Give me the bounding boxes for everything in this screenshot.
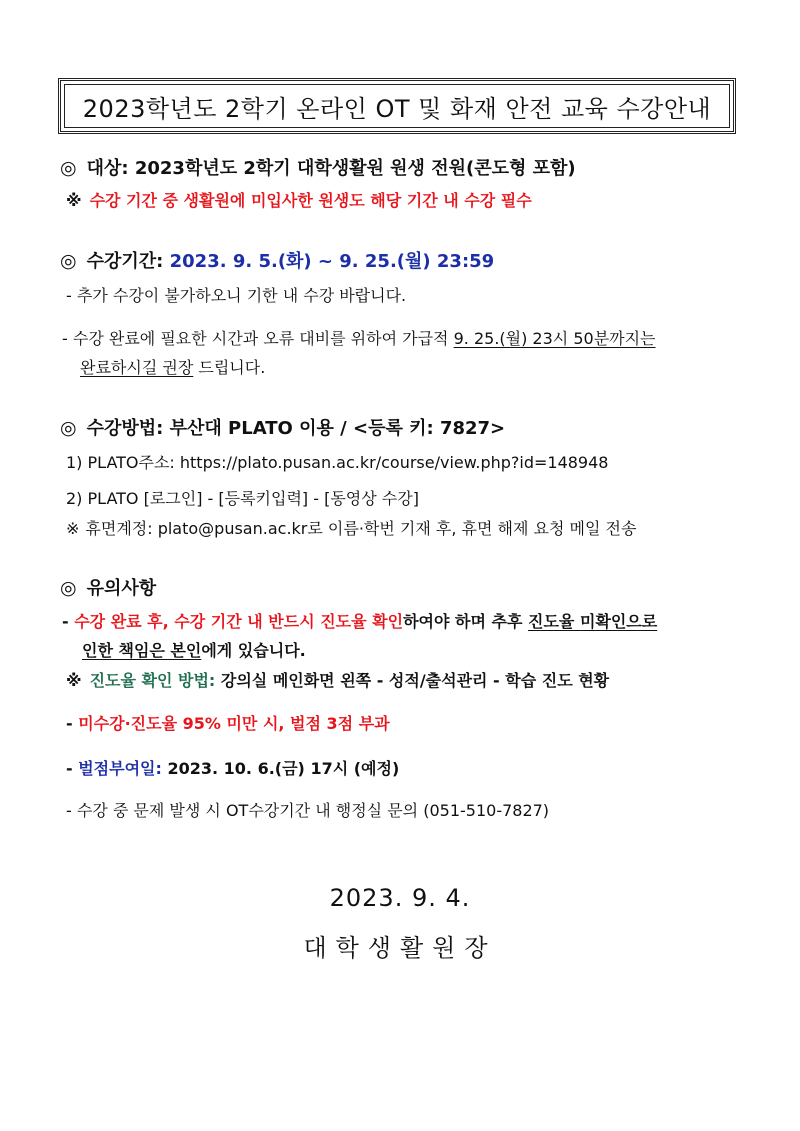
period-recommend-underlined: 완료하시길 권장 bbox=[80, 358, 194, 377]
section-symbol: ◎ bbox=[60, 250, 77, 272]
section-symbol: ◎ bbox=[60, 157, 77, 179]
notes-item1-underlined: 진도율 미확인으로 bbox=[528, 612, 658, 631]
target-note bbox=[66, 188, 532, 211]
period-label: 수강기간: bbox=[86, 251, 164, 272]
method-label: 수강방법: bbox=[86, 418, 164, 439]
signature: 대학생활원장 bbox=[303, 934, 497, 962]
dash: - bbox=[62, 612, 69, 631]
note-symbol: ※ bbox=[66, 671, 82, 690]
section-symbol: ◎ bbox=[60, 577, 77, 599]
section-symbol: ◎ bbox=[60, 417, 77, 439]
target-section bbox=[60, 154, 576, 180]
notes-item1-line2-text: 에게 있습니다. bbox=[201, 641, 306, 660]
note-symbol: ※ bbox=[66, 519, 80, 538]
method-section bbox=[60, 414, 505, 440]
method-dormant bbox=[66, 516, 636, 539]
period-line1-text: 추가 수강이 불가하오니 기한 내 수강 바랍니다. bbox=[76, 286, 407, 305]
period-line2-text: 수강 완료에 필요한 시간과 오류 대비를 위하여 가급적 bbox=[72, 329, 449, 348]
notes-item1 bbox=[62, 609, 742, 632]
dash: - bbox=[62, 329, 68, 348]
period-line3 bbox=[80, 355, 265, 378]
notes-section bbox=[60, 574, 156, 600]
target-note-text: 수강 기간 중 생활원에 미입사한 원생도 해당 기간 내 수강 필수 bbox=[89, 191, 532, 210]
period-deadline-underlined: 9. 25.(월) 23시 50분까지는 bbox=[453, 329, 656, 348]
target-label: 대상: bbox=[86, 158, 129, 179]
method-step2: 2) PLATO [로그인] - [등록키입력] - [동영상 수강] bbox=[66, 489, 419, 508]
notes-item1-red: 수강 완료 후, 수강 기간 내 반드시 진도율 확인 bbox=[74, 612, 404, 631]
method-value: 부산대 PLATO 이용 / <등록 키: 7827> bbox=[169, 418, 506, 439]
period-line2 bbox=[62, 326, 742, 349]
note-symbol: ※ bbox=[66, 191, 82, 210]
notes-penalty-date bbox=[66, 756, 399, 779]
notes-item1-line2-underlined: 인한 책임은 본인 bbox=[82, 641, 202, 660]
period-line1 bbox=[66, 283, 406, 306]
notes-check bbox=[66, 668, 609, 691]
notes-item1-line2 bbox=[82, 638, 306, 661]
notes-check-label: 진도율 확인 방법: bbox=[89, 671, 216, 690]
period-section bbox=[60, 247, 494, 273]
method-step1: 1) PLATO주소: https://plato.pusan.ac.kr/course/view.php?id=148948 bbox=[66, 453, 609, 472]
dash: - bbox=[66, 714, 73, 733]
notes-contact-text: 수강 중 문제 발생 시 OT수강기간 내 행정실 문의 (051-510-7827) bbox=[76, 801, 550, 820]
notes-penalty-date-label: 벌점부여일: bbox=[78, 759, 162, 778]
notes-label: 유의사항 bbox=[86, 578, 157, 599]
notes-penalty-text: 미수강·진도율 95% 미만 시, 벌점 3점 부과 bbox=[78, 714, 390, 733]
notes-contact bbox=[66, 798, 549, 821]
target-value: 2023학년도 2학기 대학생활원 원생 전원(콘도형 포함) bbox=[134, 158, 576, 179]
method-dormant-text: 휴면계정: plato@pusan.ac.kr로 이름·학번 기재 후, 휴면 해제 요청 메일 전송 bbox=[85, 519, 637, 538]
title-box bbox=[58, 78, 736, 134]
dash: - bbox=[66, 759, 73, 778]
notes-item1-text: 하여야 하며 추후 bbox=[403, 612, 523, 631]
notes-check-value: 강의실 메인화면 왼쪽 - 성적/출석관리 - 학습 진도 현황 bbox=[220, 671, 610, 690]
document-title: 2023학년도 2학기 온라인 OT 및 화재 안전 교육 수강안내 bbox=[64, 84, 730, 128]
notes-penalty bbox=[66, 711, 390, 734]
notes-penalty-date-value: 2023. 10. 6.(금) 17시 (예정) bbox=[167, 759, 400, 778]
dash: - bbox=[66, 801, 72, 820]
dash: - bbox=[66, 286, 72, 305]
period-value: 2023. 9. 5.(화) ~ 9. 25.(월) 23:59 bbox=[169, 251, 495, 272]
period-line3-text: 드립니다. bbox=[198, 358, 266, 377]
issue-date: 2023. 9. 4. bbox=[329, 884, 471, 912]
